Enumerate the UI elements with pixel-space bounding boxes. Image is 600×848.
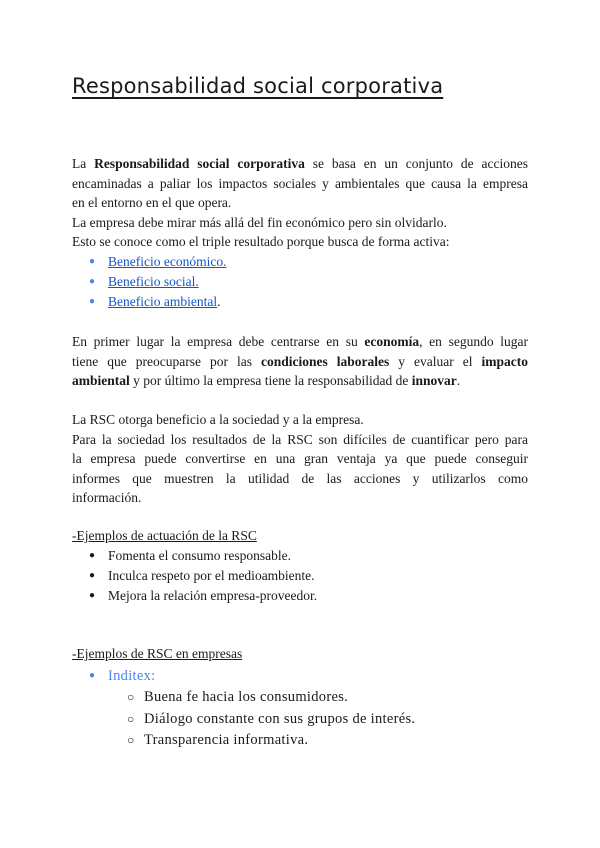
list-item: ● Fomenta el consumo responsable.: [72, 546, 317, 566]
rsc-line-3: la empresa puede convertirse en una gran ventaja ya que puede conseguir: [72, 451, 528, 466]
link-beneficio-economico[interactable]: Beneficio económico.: [108, 254, 227, 269]
rsc-line-5: información.: [72, 490, 142, 505]
priorities-line-2: tiene que preocuparse por las condiciones laborales y evaluar el impacto: [72, 353, 528, 369]
intro-line-4: La empresa debe mirar más allá del fin económico pero sin olvidarlo.: [72, 214, 447, 230]
priorities-line-1: En primer lugar la empresa debe centrarse en su economía, en segundo lugar: [72, 334, 528, 349]
list-item: ● Mejora la relación empresa-proveedor.: [72, 586, 317, 606]
priorities-paragraph: [72, 332, 528, 391]
intro-line-5: Esto se conoce como el triple resultado porque busca de forma activa:: [72, 234, 450, 249]
companies-heading: -Ejemplos de RSC en empresas: [72, 646, 243, 661]
list-item: [72, 252, 226, 272]
intro-line-3: en el entorno en el que opera.: [72, 195, 232, 210]
rsc-line-4: informes que muestren la utilidad de las acciones y utilizarlos como: [72, 470, 528, 486]
rsc-line-1: La RSC otorga beneficio a la sociedad y a la empresa.: [72, 412, 364, 427]
intro-paragraph: [72, 154, 528, 252]
company-list: [72, 666, 156, 686]
list-item: ● Inculca respeto por el medioambiente.: [72, 566, 317, 586]
priorities-line-3: ambiental y por último la empresa tiene la responsabilidad de innovar.: [72, 373, 461, 388]
inditex-actions-list: [72, 687, 415, 752]
list-item: ○ Transparencia informativa.: [72, 730, 415, 752]
company-inditex: ● Inditex:: [72, 666, 156, 686]
list-item: ○ Diálogo constante con sus grupos de interés.: [72, 709, 415, 731]
link-beneficio-ambiental[interactable]: Beneficio ambiental: [108, 294, 218, 309]
list-item: ● Beneficio ambiental.: [72, 292, 226, 312]
link-beneficio-social[interactable]: Beneficio social.: [108, 274, 199, 289]
examples-list: [72, 546, 317, 606]
term-rsc: Responsabilidad social corporativa: [94, 156, 305, 171]
rsc-line-2: Para la sociedad los resultados de la RSC son difíciles de cuantificar pero para: [72, 431, 528, 447]
examples-heading: -Ejemplos de actuación de la RSC: [72, 528, 257, 543]
intro-line-2: encaminadas a paliar los impactos sociales y ambientales que causa la empresa: [72, 175, 528, 191]
intro-line-1: La Responsabilidad social corporativa se basa en un conjunto de acciones: [72, 156, 528, 171]
list-item: [72, 272, 226, 292]
rsc-paragraph: [72, 410, 528, 508]
triple-result-list: [72, 252, 226, 312]
page-title: Responsabilidad social corporativa: [72, 74, 444, 98]
list-item: ○ Buena fe hacia los consumidores.: [72, 687, 415, 709]
